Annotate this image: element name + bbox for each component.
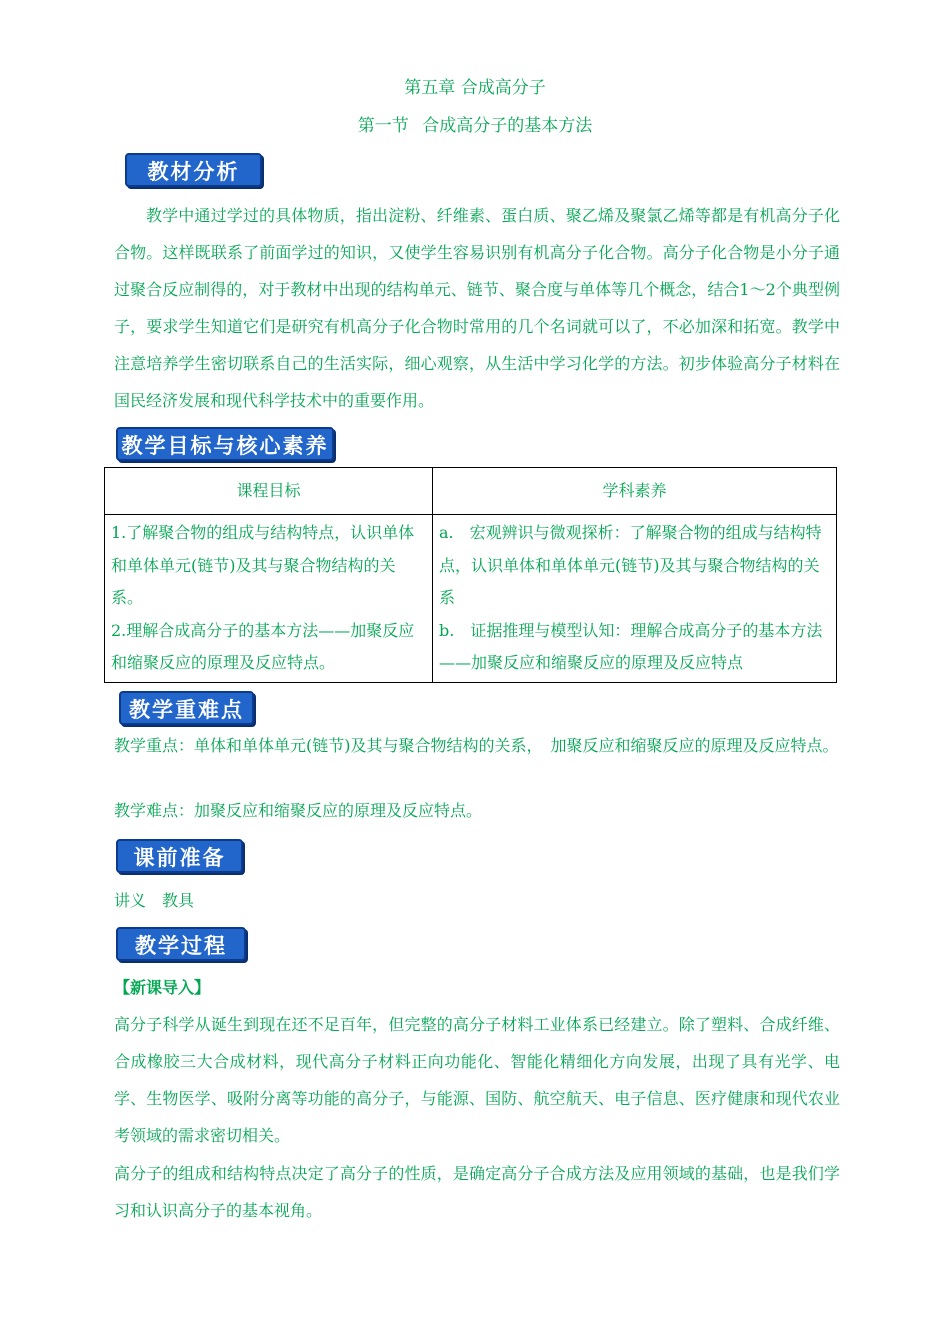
material-analysis-text: 教学中通过学过的具体物质，指出淀粉、纤维素、蛋白质、聚乙烯及聚氯乙烯等都是有机高分子化合物。这样既联系了前面学过的知识，又使学生容易识别有机高分子化合物。高分子化合物是小分子通过聚合反应制得的，对于教材中出现的结构单元、链节、聚合度与单体等几个概念，结合1～2个典型例子，要求学生知道它们是研究有机高分子化合物时常用的几个名词就可以了，不必加深和拓宽。教学中注意培养学生密切联系自己的生活实际，细心观察，从生活中学习化学的方法。初步体验高分子材料在国民经济发展和现代科学技术中的重要作用。 [114, 206, 840, 410]
teaching-difficulty: 教学难点：加聚反应和缩聚反应的原理及反应特点。 [114, 801, 483, 820]
teaching-focus: 教学重点：单体和单体单元(链节)及其与聚合物结构的关系， 加聚反应和缩聚反应的原理及反应特点。 [114, 736, 839, 755]
goals-header-course: 课程目标 [105, 468, 433, 515]
badge-goals: 教学目标与核心素养 [116, 427, 334, 461]
goals-table-header-row [105, 468, 837, 515]
chapter-title: 第五章 合成高分子 [404, 78, 546, 98]
badge-keypoints: 教学重难点 [119, 691, 254, 725]
course-goal-1: 1.了解聚合物的组成与结构特点，认识单体和单体单元(链节)及其与聚合物结构的关系。 [111, 523, 415, 607]
badge-prep: 课前准备 [116, 839, 243, 873]
course-goal-2: 2.理解合成高分子的基本方法——加聚反应和缩聚反应的原理及反应特点。 [111, 620, 415, 672]
goals-cell-course [105, 515, 433, 683]
intro-paragraph-1: 高分子科学从诞生到现在还不足百年，但完整的高分子材料工业体系已经建立。除了塑料、合成纤维、合成橡胶三大合成材料，现代高分子材料正向功能化、智能化精细化方向发展，出现了具有光学、电学、生物医学、吸附分离等功能的高分子，与能源、国防、航空航天、电子信息、医疗健康和现代农业考领域的需求密切相关。 [114, 1015, 840, 1145]
section-title: 第一节 合成高分子的基本方法 [357, 116, 593, 136]
badge-material-analysis: 教材分析 [125, 153, 262, 187]
literacy-goal-a: a. 宏观辨识与微观探析：了解聚合物的组成与结构特点，认识单体和单体单元(链节)及其与聚合物结构的关系 [439, 523, 822, 607]
goals-table [104, 467, 837, 683]
literacy-goal-b: b. 证据推理与模型认知：理解合成高分子的基本方法——加聚反应和缩聚反应的原理及反应特点 [439, 620, 823, 672]
goals-cell-literacy [433, 515, 837, 683]
prep-text: 讲义 教具 [114, 891, 195, 910]
intro-label: 【新课导入】 [114, 978, 211, 997]
intro-paragraph-2: 高分子的组成和结构特点决定了高分子的性质，是确定高分子合成方法及应用领域的基础，也是我们学习和认识高分子的基本视角。 [114, 1164, 840, 1220]
goals-table-row [105, 515, 837, 683]
goals-header-literacy: 学科素养 [433, 468, 837, 515]
badge-process: 教学过程 [116, 927, 246, 961]
